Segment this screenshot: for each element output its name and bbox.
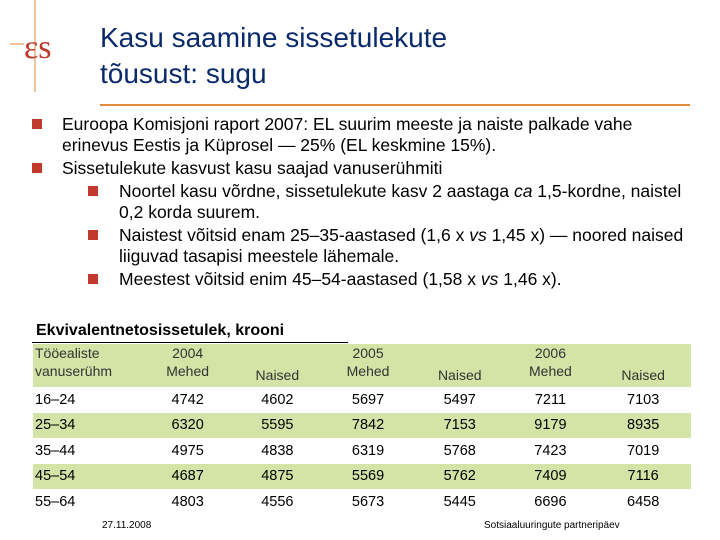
logo [10,0,90,92]
cell-value: 6696 [506,489,596,515]
bullet-item [32,114,692,156]
slide-title [100,20,447,92]
header-women: Naised [621,367,665,383]
cell-value: 4975 [143,438,233,464]
income-table [33,344,691,515]
header-women: Naised [437,367,482,383]
cell-value: 4687 [143,464,233,490]
header-2004-men [143,344,233,387]
cell-value: 5595 [233,413,323,439]
title-line-2: tõusust: sugu [100,58,267,89]
cell-value: 6320 [143,413,233,439]
logo-text: εs [24,29,52,66]
cell-value: 5673 [322,489,414,515]
table-row [33,438,691,464]
bullet-marker-icon [88,230,98,240]
cell-value: 7116 [595,464,691,490]
header-2006-women [595,344,691,387]
cell-value: 7409 [506,464,596,490]
header-year: 2006 [534,345,566,361]
cell-value: 5569 [322,464,414,490]
cell-group: 35–44 [33,438,143,464]
footer-event: Sotsiaaluuringute partneripäev [484,520,620,531]
bullet-list [32,114,692,292]
cell-value: 8935 [595,413,691,439]
cell-value: 7211 [506,387,596,413]
bullet-emphasis: ca [513,181,533,201]
sub-bullet-item [32,225,692,267]
cell-value: 5697 [322,387,414,413]
cell-value: 7153 [414,413,506,439]
header-men: Mehed [166,363,210,379]
bullet-item [32,158,692,179]
bullet-text-part: Meestest võitsid enim 45–54-aastased (1,58 x [119,269,481,289]
bullet-marker-icon [88,274,98,284]
bullet-marker-icon [32,119,42,129]
sub-bullet-item [32,269,692,290]
bullet-text: Sissetulekute kasvust kasu saajad vanuserühmiti [62,158,443,178]
cell-value: 4803 [143,489,233,515]
cell-value: 6458 [595,489,691,515]
cell-value: 4556 [233,489,323,515]
cell-group: 16–24 [33,387,143,413]
cell-value: 7019 [595,438,691,464]
cell-value: 4875 [233,464,323,490]
table-row [33,387,691,413]
cell-group: 45–54 [33,464,143,490]
header-year: 2004 [172,345,204,361]
bullet-marker-icon [32,163,42,173]
cell-value: 9179 [506,413,596,439]
header-2004-women [233,344,323,387]
table-header-row [33,344,691,387]
header-women: Naised [255,367,300,383]
bullet-text: Euroopa Komisjoni raport 2007: EL suurim meeste ja naiste palkade vahe erinevus Eestis ja Küprosel — 25% (EL keskmine 15%). [62,114,633,155]
bullet-text-part: 1,46 x). [498,269,562,289]
header-2005-men [322,344,414,387]
table-title-underline [32,342,348,343]
bullet-emphasis: vs [469,225,487,245]
bullet-text-part: 1,5-kordne, naistel 0,2 korda suurem. [119,181,682,222]
header-2006-men [506,344,596,387]
table-row [33,489,691,515]
table-title: Ekvivalentnetosissetulek, krooni [36,322,285,339]
sub-bullet-item [32,181,692,223]
footer-date: 27.11.2008 [102,520,152,531]
cell-value: 5762 [414,464,506,490]
cell-value: 7103 [595,387,691,413]
cell-value: 5445 [414,489,506,515]
header-men: Mehed [529,363,572,379]
cell-value: 7842 [322,413,414,439]
logo-graphic [10,0,90,92]
cell-value: 7423 [506,438,596,464]
header-year: 2005 [352,345,384,361]
table-row [33,413,691,439]
bullet-text-part: Naistest võitsid enam 25–35-aastased (1,6 x [119,225,470,245]
cell-value: 5497 [414,387,506,413]
title-divider [100,104,690,106]
header-2005-women [414,344,506,387]
bullet-emphasis: vs [480,269,499,289]
cell-group: 55–64 [33,489,143,515]
header-men: Mehed [346,363,390,379]
bullet-text-part: Noortel kasu võrdne, sissetulekute kasv 2 aastaga [119,181,514,201]
title-line-1: Kasu saamine sissetulekute [100,22,448,53]
cell-group: 25–34 [33,413,143,439]
bullet-text-part: 1,45 x) — noored naised liiguvad tasapisi meestele lähemale. [119,225,684,266]
cell-value: 6319 [322,438,414,464]
cell-value: 5768 [414,438,506,464]
bullet-marker-icon [88,186,98,196]
cell-value: 4602 [233,387,323,413]
table-row [33,464,691,490]
cell-value: 4742 [143,387,233,413]
header-group: Tööealiste vanuserühm [33,344,143,387]
cell-value: 4838 [233,438,323,464]
